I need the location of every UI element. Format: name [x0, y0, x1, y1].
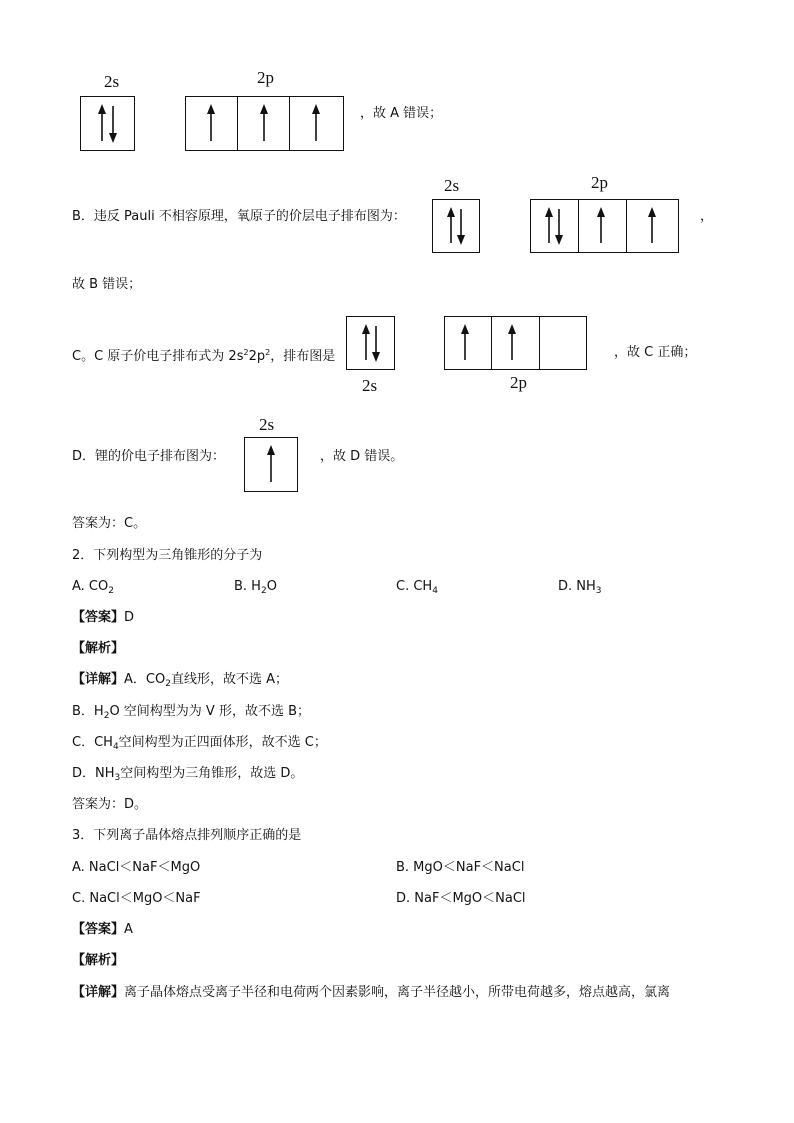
- orbital-label-2p-c: 2p: [510, 373, 527, 392]
- q2-option-a: A. $CO_2$: [72, 579, 114, 596]
- arrow-icons: [531, 200, 678, 252]
- q3-option-a: A. NaCl＜NaF＜MgO: [72, 860, 201, 875]
- question-2-stem: 2．下列构型为三角锥形的分子为: [72, 548, 263, 563]
- orbital-box-2s-a: [80, 96, 135, 151]
- q3-option-d: D. NaF＜MgO＜NaCl: [396, 891, 526, 906]
- up-arrow-icon: [445, 317, 586, 369]
- q3-analysis-tag: 【解析】: [72, 953, 125, 968]
- q2-option-b: B. $H_2O$: [234, 579, 277, 596]
- option-c-text: C。C 原子价电子排布式为 $2s^22p^2$，排布图是: [72, 348, 336, 364]
- q2-answer: 【答案】D: [72, 610, 135, 625]
- orbital-label-2p-a: 2p: [257, 68, 274, 87]
- q3-option-c: C. NaCl＜MgO＜NaF: [72, 891, 201, 906]
- orbital-label-2s-c: 2s: [362, 376, 378, 395]
- question-3-stem: 3．下列离子晶体熔点排列顺序正确的是: [72, 828, 302, 843]
- orbital-box-2s-d: [244, 437, 298, 492]
- option-b-comma: ，: [700, 209, 714, 224]
- q2-detail-3: C．$CH_4$空间构型为正四面体形，故不选 C；: [72, 735, 327, 752]
- q2-answer-summary: 答案为：D。: [72, 797, 148, 812]
- orbital-label-2p-b: 2p: [591, 173, 608, 192]
- q2-option-d: D. $NH_3$: [558, 579, 602, 596]
- q2-detail-4: D．$NH_3$空间构型为三角锥形，故选 D。: [72, 766, 304, 783]
- answer-line-1: 答案为：C。: [72, 516, 147, 531]
- orbital-box-2s-c: [346, 316, 395, 370]
- q3-detail: 【详解】离子晶体熔点受离子半径和电荷两个因素影响，离子半径越小，所带电荷越多，熔点越高，氯离: [72, 985, 671, 1000]
- option-b-text: B．违反 Pauli 不相容原理，氧原子的价层电子排布图为：: [72, 209, 406, 224]
- q3-option-b: B. MgO＜NaF＜NaCl: [396, 860, 525, 875]
- orbital-box-2s-b: [432, 199, 480, 253]
- orbital-label-2s-b: 2s: [444, 176, 460, 195]
- option-a-conclusion: ，故 A 错误；: [360, 106, 443, 121]
- orbital-box-2p-b: [530, 199, 679, 253]
- option-b-conclusion: 故 B 错误；: [72, 277, 142, 292]
- orbital-label-2s-a: 2s: [104, 72, 120, 91]
- q2-analysis-tag: 【解析】: [72, 641, 125, 656]
- option-d-text: D．锂的价电子排布图为：: [72, 449, 226, 464]
- q3-answer: 【答案】A: [72, 922, 133, 937]
- orbital-box-2p-a: [185, 96, 344, 151]
- orbital-label-2s-d: 2s: [259, 415, 275, 434]
- up-arrow-icon: [186, 97, 343, 150]
- q2-option-c: C. $CH_4$: [396, 579, 438, 596]
- up-arrow-icon: [245, 438, 297, 491]
- up-down-arrow-icon: [81, 97, 134, 150]
- up-down-arrow-icon: [433, 200, 479, 252]
- q2-detail-2: B．$H_2O$ 空间构型为为 V 形，故不选 B；: [72, 704, 311, 721]
- up-down-arrow-icon: [347, 317, 394, 369]
- q2-detail-1: 【详解】A．$CO_2$直线形，故不选 A；: [72, 672, 288, 689]
- option-c-conclusion: ，故 C 正确；: [614, 345, 697, 360]
- option-d-conclusion: ，故 D 错误。: [320, 449, 404, 464]
- orbital-box-2p-c: [444, 316, 587, 370]
